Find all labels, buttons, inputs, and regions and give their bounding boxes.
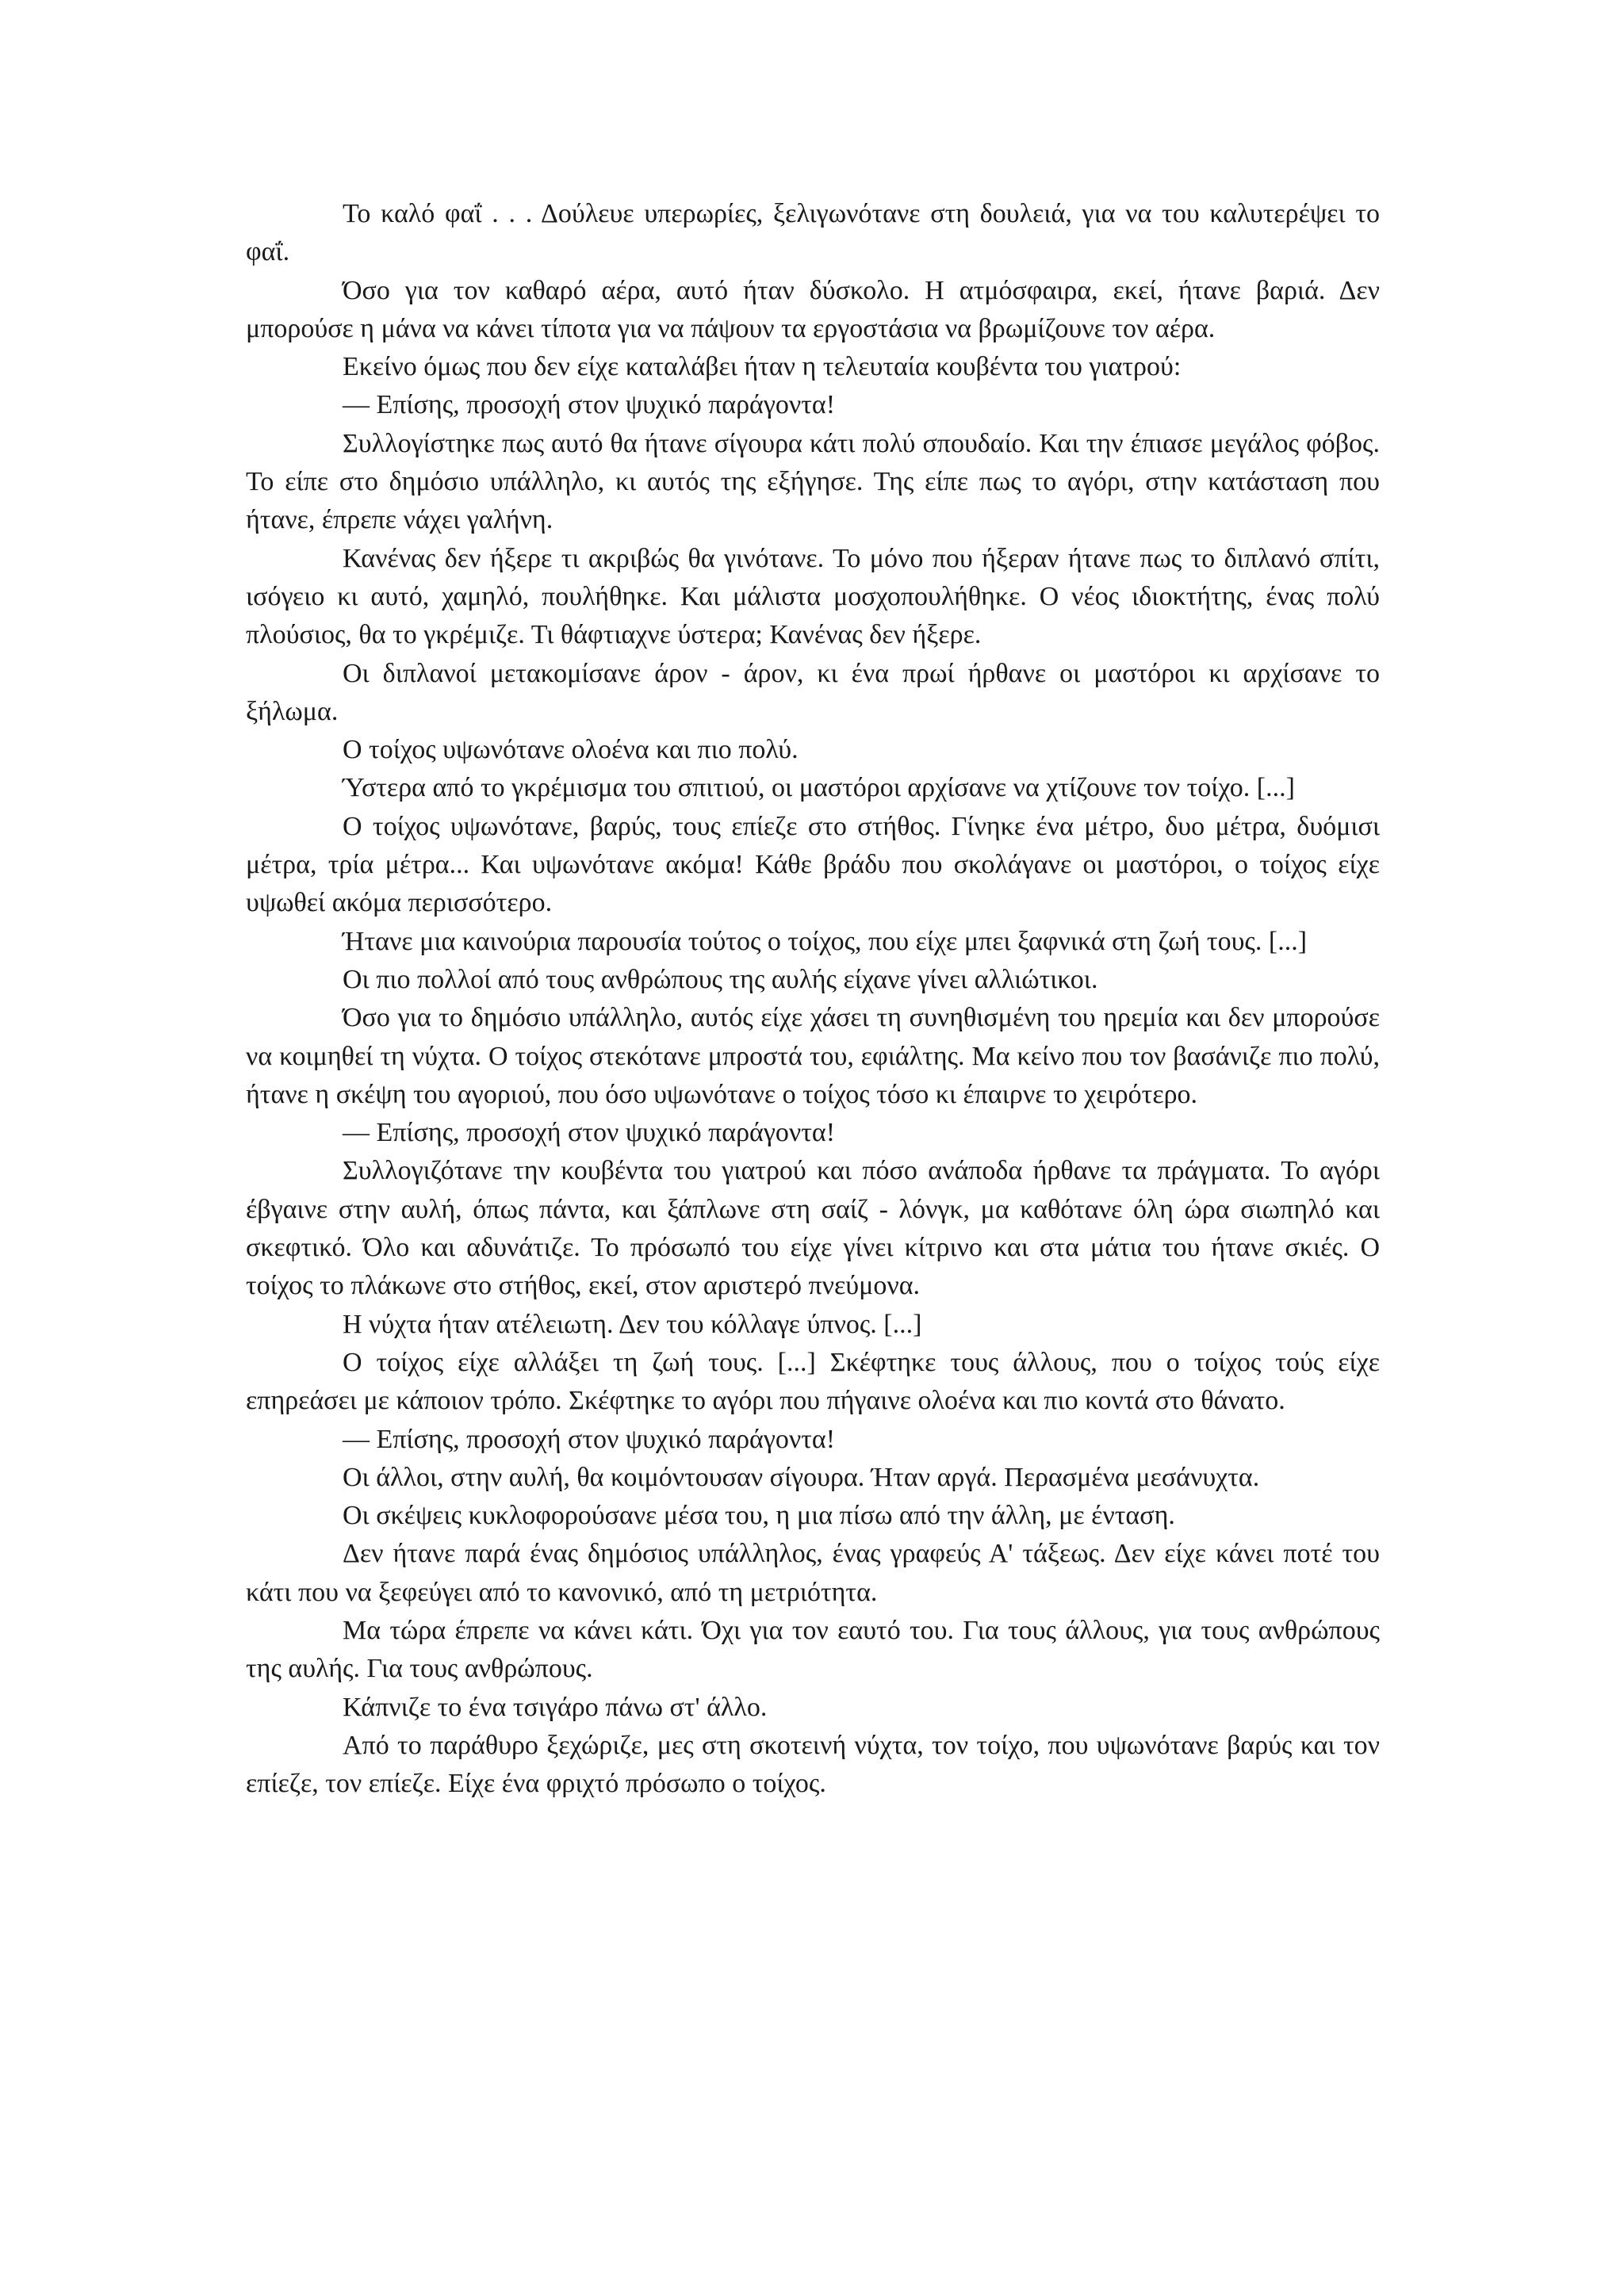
paragraph: Ο τοίχος υψωνότανε ολοένα και πιο πολύ. [343, 735, 799, 765]
paragraph: Από το παράθυρο ξεχώριζε, μες στη σκοτεινή νύχτα, τον τοίχο, που υψωνότανε βαρύς και τον επίεζε, τον επίεζε. Είχε ένα φριχτό πρόσωπο ο τοίχος. [246, 1730, 1380, 1799]
paragraph: Εκείνο όμως που δεν είχε καταλάβει ήταν η τελευταία κουβέντα του γιατρού: [343, 352, 1182, 382]
paragraph: Κανένας δεν ήξερε τι ακριβώς θα γινότανε. Το μόνο που ήξεραν ήτανε πως το διπλανό σπίτι, ισόγειο κι αυτό, χαμηλό, πουλήθηκε. Και μάλιστα μοσχοπουλήθηκε. Ο νέος ιδιοκτήτης, ένας πολύ πλούσιος, θα το γκρέμιζε. Τι θάφτιαχνε ύστερα; Κανένας δεν ήξερε. [246, 543, 1380, 650]
paragraph: Ο τοίχος υψωνότανε, βαρύς, τους επίεζε στο στήθος. Γίνηκε ένα μέτρο, δυο μέτρα, δυόμισι μέτρα, τρία μέτρα... Και υψωνότανε ακόμα! Κάθε βράδυ που σκολάγανε οι μαστόροι, ο τοίχος είχε υψωθεί ακόμα περισσότερο. [246, 811, 1380, 918]
paragraph: Το καλό φαΐ . . . Δούλευε υπερωρίες, ξελιγωνότανε στη δουλειά, για να του καλυτερέψει το φαΐ. [246, 199, 1380, 267]
paragraph: Συλλογιζότανε την κουβέντα του γιατρού και πόσο ανάποδα ήρθανε τα πράγματα. Το αγόρι έβγαινε στην αυλή, όπως πάντα, και ξάπλωνε στη σαίζ - λόνγκ, μα καθότανε όλη ώρα σιωπηλό και σκεφτικό. Όλο και αδυνάτιζε. Το πρόσωπό του είχε γίνει κίτρινο και στα μάτια του ήτανε σκιές. Ο τοίχος το πλάκωνε στο στήθος, εκεί, στον αριστερό πνεύμονα. [246, 1156, 1380, 1301]
body-text [246, 195, 1380, 1803]
dialogue-line: — Επίσης, προσοχή στον ψυχικό παράγοντα! [343, 1118, 836, 1148]
paragraph: Η νύχτα ήταν ατέλειωτη. Δεν του κόλλαγε ύπνος. [...] [343, 1309, 922, 1339]
paragraph: Οι άλλοι, στην αυλή, θα κοιμόντουσαν σίγουρα. Ήταν αργά. Περασμένα μεσάνυχτα. [343, 1462, 1260, 1492]
paragraph: Ύστερα από το γκρέμισμα του σπιτιού, οι μαστόροι αρχίσανε να χτίζουνε τον τοίχο. [...] [343, 773, 1295, 803]
paragraph: Κάπνιζε το ένα τσιγάρο πάνω στ' άλλο. [343, 1692, 768, 1722]
paragraph: Συλλογίστηκε πως αυτό θα ήτανε σίγουρα κάτι πολύ σπουδαίο. Και την έπιασε μεγάλος φόβος. Το είπε στο δημόσιο υπάλληλο, κι αυτός της εξήγησε. Της είπε πως το αγόρι, στην κατάσταση που ήτανε, έπρεπε νάχει γαλήνη. [246, 428, 1380, 535]
paragraph: Μα τώρα έπρεπε να κάνει κάτι. Όχι για τον εαυτό του. Για τους άλλους, για τους ανθρώπους της αυλής. Για τους ανθρώπους. [246, 1615, 1380, 1684]
paragraph: Ήτανε μια καινούρια παρουσία τούτος ο τοίχος, που είχε μπει ξαφνικά στη ζωή τους. [...] [343, 926, 1308, 956]
paragraph: Όσο για τον καθαρό αέρα, αυτό ήταν δύσκολο. Η ατμόσφαιρα, εκεί, ήτανε βαριά. Δεν μπορούσε η μάνα να κάνει τίποτα για να πάψουν τα εργοστάσια να βρωμίζουνε τον αέρα. [246, 275, 1380, 343]
paragraph: Οι σκέψεις κυκλοφορούσανε μέσα του, η μια πίσω από την άλλη, με ένταση. [343, 1501, 1175, 1531]
paragraph: Οι πιο πολλοί από τους ανθρώπους της αυλής είχανε γίνει αλλιώτικοι. [343, 964, 1098, 994]
paragraph: Οι διπλανοί μετακομίσανε άρον - άρον, κι ένα πρωί ήρθανε οι μαστόροι κι αρχίσανε το ξήλωμα. [246, 658, 1380, 726]
paragraph: Όσο για το δημόσιο υπάλληλο, αυτός είχε χάσει τη συνηθισμένη του ηρεμία και δεν μπορούσε να κοιμηθεί τη νύχτα. Ο τοίχος στεκότανε μπροστά του, εφιάλτης. Μα κείνο που τον βασάνιζε πιο πολύ, ήτανε η σκέψη του αγοριού, που όσο υψωνότανε ο τοίχος τόσο κι έπαιρνε το χειρότερο. [246, 1003, 1380, 1109]
paragraph: Ο τοίχος είχε αλλάξει τη ζωή τους. [...] Σκέφτηκε τους άλλους, που ο τοίχος τούς είχε επηρεάσει με κάποιον τρόπο. Σκέφτηκε το αγόρι που πήγαινε ολοένα και πιο κοντά στο θάνατο. [246, 1347, 1380, 1416]
dialogue-line: — Επίσης, προσοχή στον ψυχικό παράγοντα! [343, 390, 836, 420]
dialogue-line: — Επίσης, προσοχή στον ψυχικό παράγοντα! [343, 1424, 836, 1454]
paragraph: Δεν ήτανε παρά ένας δημόσιος υπάλληλος, ένας γραφεύς Α' τάξεως. Δεν είχε κάνει ποτέ του κάτι που να ξεφεύγει από το κανονικό, από τη μετριότητα. [246, 1539, 1380, 1607]
